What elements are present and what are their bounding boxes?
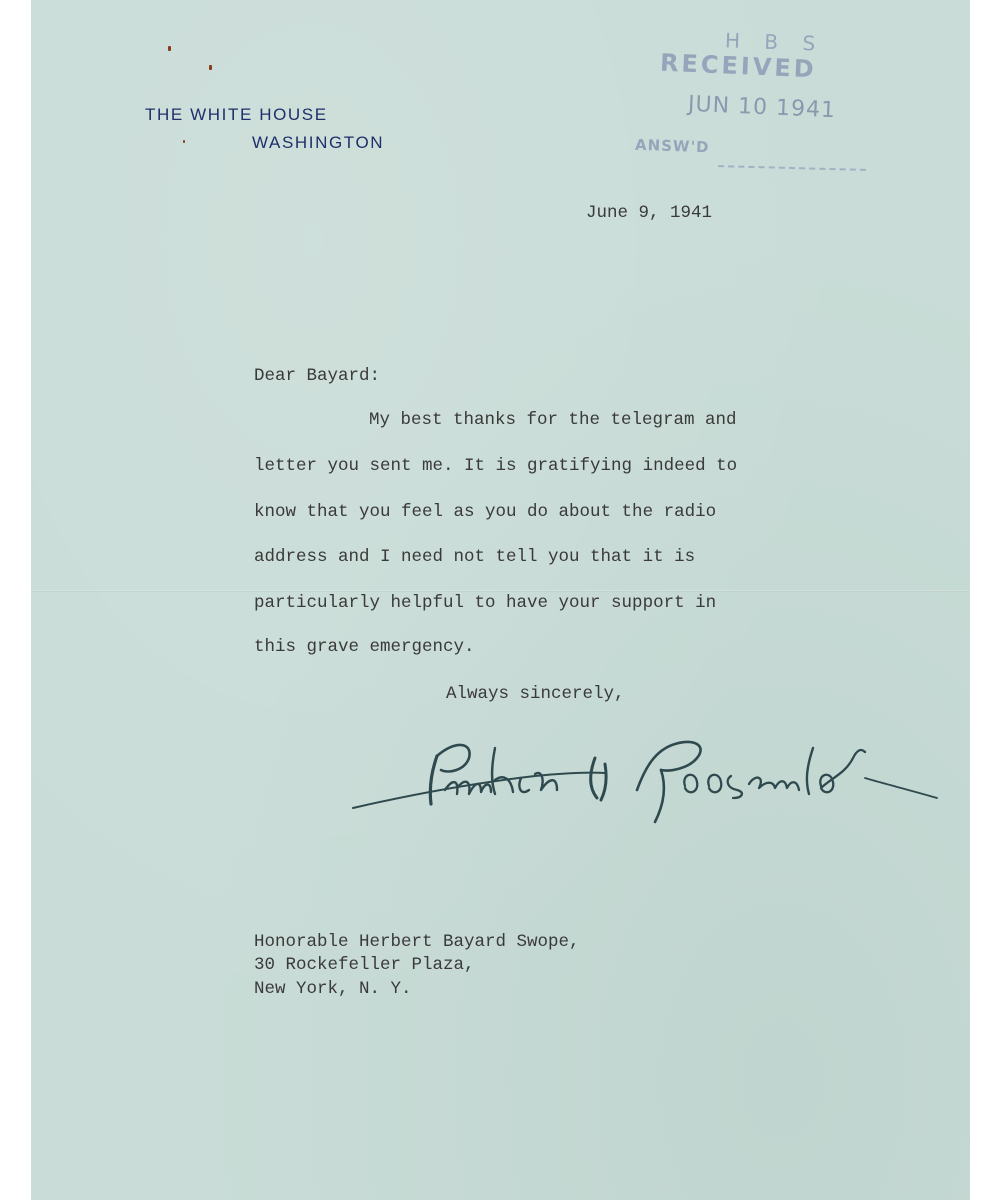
- stamp-received: RECEIVED: [659, 48, 818, 84]
- body-line: address and I need not tell you that it is: [254, 547, 696, 567]
- body-line: particularly helpful to have your support in: [254, 593, 717, 613]
- address-line: New York, N. Y.: [254, 979, 412, 999]
- address-line: 30 Rockefeller Plaza,: [254, 955, 475, 975]
- paper-fleck: [209, 65, 212, 70]
- body-line: this grave emergency.: [254, 637, 475, 657]
- paper-fleck: [183, 140, 185, 143]
- letter-date: June 9, 1941: [586, 203, 713, 223]
- address-line: Honorable Herbert Bayard Swope,: [254, 932, 580, 952]
- stamp-answered: ANSW'D: [634, 135, 710, 157]
- salutation: Dear Bayard:: [254, 366, 381, 386]
- stamp-date: JUN 10 1941: [687, 91, 837, 124]
- stamp-initials: H B S: [724, 28, 825, 56]
- body-line: My best thanks for the telegram and: [369, 410, 737, 430]
- paper-fleck: [168, 46, 171, 51]
- body-line: know that you feel as you do about the radio: [254, 502, 717, 522]
- signature: [345, 718, 945, 828]
- body-line: letter you sent me. It is gratifying indeed to: [254, 456, 738, 476]
- closing: Always sincerely,: [446, 684, 625, 704]
- letterhead-city: WASHINGTON: [252, 133, 385, 152]
- letterhead-title: THE WHITE HOUSE: [145, 105, 328, 124]
- paper-fold-line: [31, 590, 970, 592]
